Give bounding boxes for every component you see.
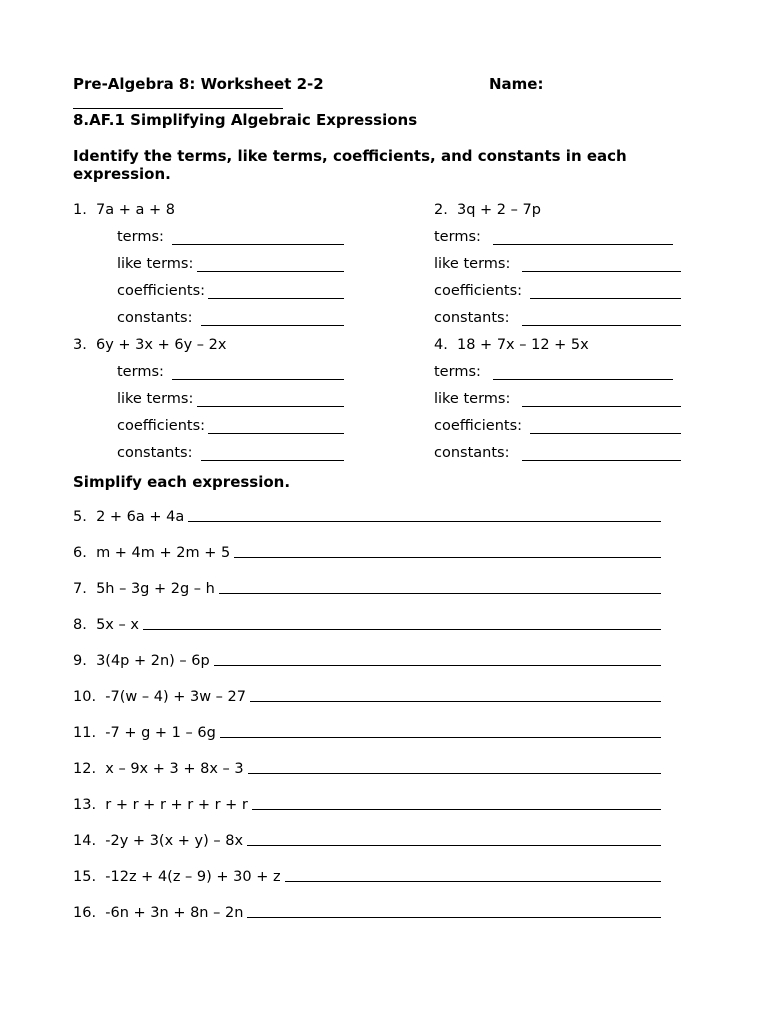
- p3-constants-blank[interactable]: [201, 460, 344, 461]
- p1-like-terms-label: like terms:: [117, 256, 194, 272]
- standard-heading: 8.AF.1 Simplifying Algebraic Expressions: [73, 111, 418, 129]
- p2-like-terms-blank[interactable]: [522, 271, 681, 272]
- problem-3-expression: 6y + 3x + 6y – 2x: [96, 337, 227, 353]
- problem-10-label: 10. -7(w – 4) + 3w – 27: [73, 689, 246, 705]
- p3-like-terms-blank[interactable]: [197, 406, 344, 407]
- problem-1-number: 1.: [73, 202, 87, 218]
- p1-like-terms-blank[interactable]: [197, 271, 344, 272]
- p3-coefficients-label: coefficients:: [117, 418, 206, 434]
- simplify-row-5: [73, 509, 661, 525]
- simplify-row-8: [73, 617, 661, 633]
- simplify-row-15: [73, 869, 661, 885]
- p3-terms-blank[interactable]: [172, 379, 344, 380]
- p4-terms-label: terms:: [434, 364, 481, 380]
- p3-terms-label: terms:: [117, 364, 164, 380]
- p4-coefficients-blank[interactable]: [530, 433, 681, 434]
- simplify-row-10: [73, 689, 661, 705]
- problem-11-answer-blank[interactable]: [220, 737, 661, 738]
- problem-11-label: 11. -7 + g + 1 – 6g: [73, 725, 216, 741]
- p4-like-terms-blank[interactable]: [522, 406, 681, 407]
- worksheet-title: Pre-Algebra 8: Worksheet 2-2: [73, 75, 324, 93]
- problem-4-number: 4.: [434, 337, 448, 353]
- problem-7-label: 7. 5h – 3g + 2g – h: [73, 581, 215, 597]
- section1-instruction-line2: expression.: [73, 165, 171, 183]
- problem-6-answer-blank[interactable]: [234, 557, 661, 558]
- simplify-row-6: [73, 545, 661, 561]
- p1-coefficients-label: coefficients:: [117, 283, 206, 299]
- p3-constants-label: constants:: [117, 445, 193, 461]
- problem-7-answer-blank[interactable]: [219, 593, 661, 594]
- p2-like-terms-label: like terms:: [434, 256, 511, 272]
- problem-13-answer-blank[interactable]: [252, 809, 661, 810]
- p4-terms-blank[interactable]: [493, 379, 673, 380]
- problem-3-number: 3.: [73, 337, 87, 353]
- problem-10-answer-blank[interactable]: [250, 701, 661, 702]
- problem-12-label: 12. x – 9x + 3 + 8x – 3: [73, 761, 244, 777]
- section1-instruction-line1: Identify the terms, like terms, coefficients, and constants in each: [73, 147, 627, 165]
- p2-coefficients-blank[interactable]: [530, 298, 681, 299]
- simplify-row-11: [73, 725, 661, 741]
- simplify-row-7: [73, 581, 661, 597]
- problem-15-label: 15. -12z + 4(z – 9) + 30 + z: [73, 869, 281, 885]
- problem-16-answer-blank[interactable]: [247, 917, 661, 918]
- p4-coefficients-label: coefficients:: [434, 418, 523, 434]
- p1-coefficients-blank[interactable]: [208, 298, 344, 299]
- problem-1-expression: 7a + a + 8: [96, 202, 175, 218]
- p2-constants-label: constants:: [434, 310, 510, 326]
- p1-constants-label: constants:: [117, 310, 193, 326]
- problem-5-label: 5. 2 + 6a + 4a: [73, 509, 185, 525]
- p1-terms-label: terms:: [117, 229, 164, 245]
- problem-14-label: 14. -2y + 3(x + y) – 8x: [73, 833, 244, 849]
- simplify-row-14: [73, 833, 661, 849]
- problem-13-label: 13. r + r + r + r + r + r: [73, 797, 248, 813]
- problem-9-answer-blank[interactable]: [214, 665, 661, 666]
- p2-terms-blank[interactable]: [493, 244, 673, 245]
- name-blank-line[interactable]: [73, 108, 283, 109]
- problem-8-label: 8. 5x – x: [73, 617, 139, 633]
- problem-15-answer-blank[interactable]: [285, 881, 661, 882]
- problem-2-number: 2.: [434, 202, 448, 218]
- p2-terms-label: terms:: [434, 229, 481, 245]
- p1-constants-blank[interactable]: [201, 325, 344, 326]
- p4-constants-label: constants:: [434, 445, 510, 461]
- p1-terms-blank[interactable]: [172, 244, 344, 245]
- p4-like-terms-label: like terms:: [434, 391, 511, 407]
- p3-coefficients-blank[interactable]: [208, 433, 344, 434]
- simplify-row-12: [73, 761, 661, 777]
- problem-2-expression: 3q + 2 – 7p: [457, 202, 541, 218]
- problem-6-label: 6. m + 4m + 2m + 5: [73, 545, 231, 561]
- problem-12-answer-blank[interactable]: [248, 773, 661, 774]
- simplify-row-16: [73, 905, 661, 921]
- p3-like-terms-label: like terms:: [117, 391, 194, 407]
- p2-coefficients-label: coefficients:: [434, 283, 523, 299]
- problem-14-answer-blank[interactable]: [247, 845, 661, 846]
- problem-9-label: 9. 3(4p + 2n) – 6p: [73, 653, 210, 669]
- name-label: Name:: [489, 75, 544, 93]
- problem-4-expression: 18 + 7x – 12 + 5x: [457, 337, 589, 353]
- problem-5-answer-blank[interactable]: [188, 521, 661, 522]
- p2-constants-blank[interactable]: [522, 325, 681, 326]
- p4-constants-blank[interactable]: [522, 460, 681, 461]
- simplify-row-9: [73, 653, 661, 669]
- section2-instruction: Simplify each expression.: [73, 473, 291, 491]
- problem-16-label: 16. -6n + 3n + 8n – 2n: [73, 905, 244, 921]
- problem-8-answer-blank[interactable]: [143, 629, 661, 630]
- simplify-row-13: [73, 797, 661, 813]
